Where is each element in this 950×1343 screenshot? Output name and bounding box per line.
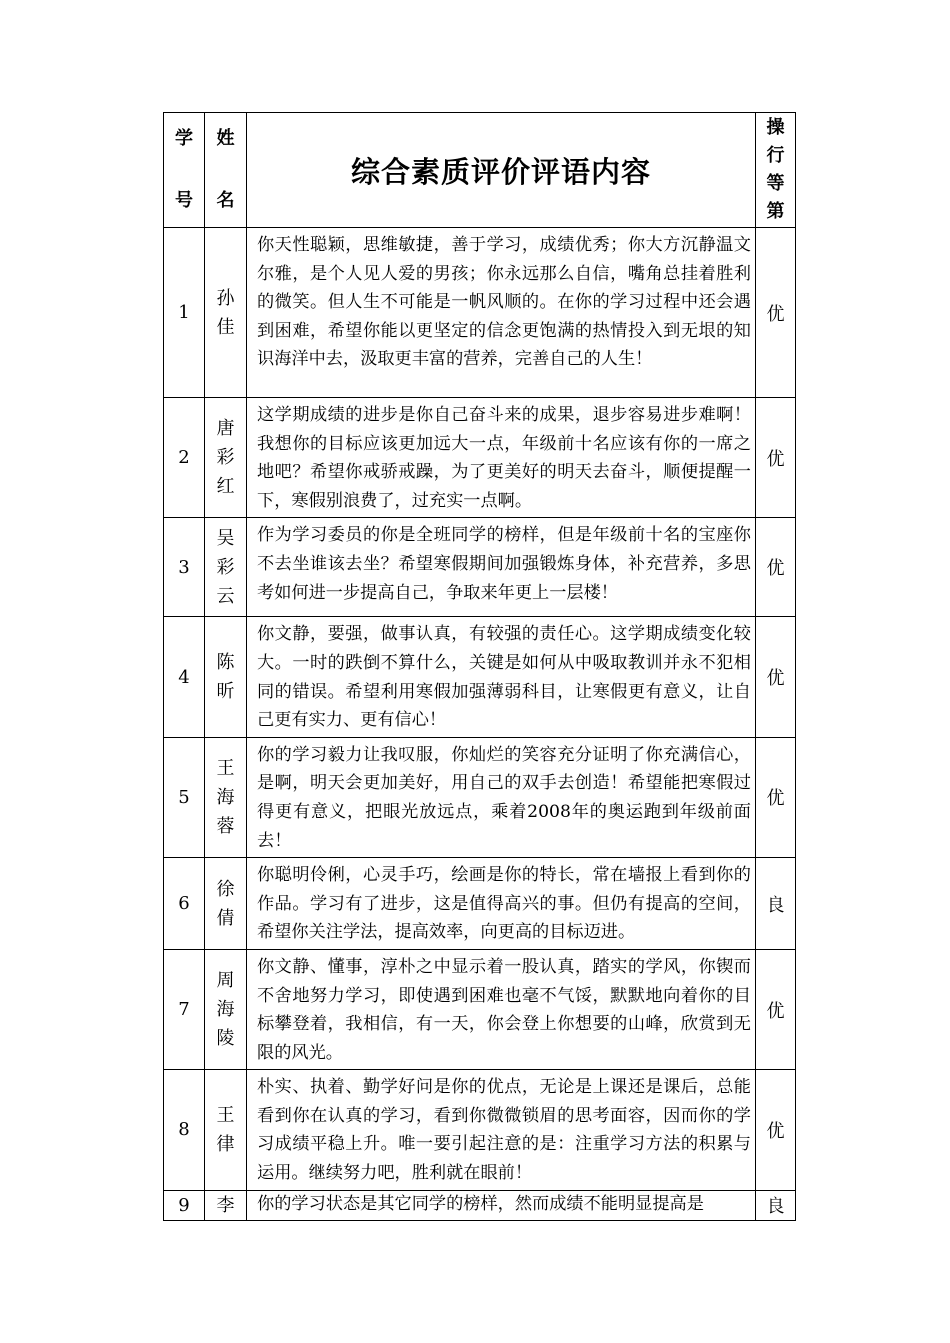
comment-text: 作为学习委员的你是全班同学的榜样，但是年级前十名的宝座你不去坐谁该去坐？希望寒假期间加强锻炼身体，补充营养，多思考如何进一步提高自己，争取来年更上一层楼！ — [247, 518, 756, 617]
grade-value: 优 — [756, 518, 796, 617]
grade-value: 优 — [756, 617, 796, 737]
student-number: 6 — [164, 858, 205, 950]
student-number: 2 — [164, 398, 205, 518]
student-number: 9 — [164, 1190, 205, 1220]
grade-value: 良 — [756, 1190, 796, 1220]
comment-text: 你的学习状态是其它同学的榜样，然而成绩不能明显提高是 — [247, 1190, 756, 1220]
student-name: 陈 昕 — [205, 617, 247, 737]
grade-value: 优 — [756, 398, 796, 518]
student-number: 3 — [164, 518, 205, 617]
student-name: 徐 倩 — [205, 858, 247, 950]
header-name: 姓 名 — [205, 113, 247, 228]
table-row — [164, 949, 796, 1069]
table-row — [164, 737, 796, 857]
header-row — [164, 113, 796, 228]
table-row — [164, 1190, 796, 1220]
table-row — [164, 617, 796, 737]
comment-text: 你文静，要强，做事认真，有较强的责任心。这学期成绩变化较大。一时的跌倒不算什么，关键是如何从中吸取教训并永不犯相同的错误。希望利用寒假加强薄弱科目，让寒假更有意义，让自己更有实力、更有信心！ — [247, 617, 756, 737]
student-number: 4 — [164, 617, 205, 737]
grade-value: 优 — [756, 228, 796, 398]
student-number: 8 — [164, 1070, 205, 1190]
comment-text: 朴实、执着、勤学好问是你的优点，无论是上课还是课后，总能看到你在认真的学习，看到你微微锁眉的思考面容，因而你的学习成绩平稳上升。唯一要引起注意的是：注重学习方法的积累与运用。继续努力吧，胜利就在眼前！ — [247, 1070, 756, 1190]
comment-text: 这学期成绩的进步是你自己奋斗来的成果，退步容易进步难啊！我想你的目标应该更加远大一点，年级前十名应该有你的一席之地吧？希望你戒骄戒躁，为了更美好的明天去奋斗，顺便提醒一下，寒假别浪费了，过充实一点啊。 — [247, 398, 756, 518]
comment-text: 你聪明伶俐，心灵手巧，绘画是你的特长，常在墙报上看到你的作品。学习有了进步，这是值得高兴的事。但仍有提高的空间，希望你关注学法，提高效率，向更高的目标迈进。 — [247, 858, 756, 950]
table-row — [164, 1070, 796, 1190]
grade-value: 优 — [756, 949, 796, 1069]
header-grade: 操 行 等 第 — [756, 113, 796, 228]
comment-text: 你天性聪颖，思维敏捷，善于学习，成绩优秀；你大方沉静温文尔雅，是个人见人爱的男孩；你永远那么自信，嘴角总挂着胜利的微笑。但人生不可能是一帆风顺的。在你的学习过程中还会遇到困难，希望你能以更坚定的信念更饱满的热情投入到无垠的知识海洋中去，汲取更丰富的营养，完善自己的人生！ — [247, 228, 756, 398]
student-number: 1 — [164, 228, 205, 398]
table-row — [164, 398, 796, 518]
student-name: 孙 佳 — [205, 228, 247, 398]
student-number: 7 — [164, 949, 205, 1069]
comment-text: 你的学习毅力让我叹服，你灿烂的笑容充分证明了你充满信心，是啊，明天会更加美好，用自己的双手去创造！希望能把寒假过得更有意义，把眼光放远点，乘着2008年的奥运跑到年级前面去！ — [247, 737, 756, 857]
page-title: 综合素质评价评语内容 — [247, 113, 756, 228]
student-name: 吴 彩 云 — [205, 518, 247, 617]
header-number: 学 号 — [164, 113, 205, 228]
grade-value: 优 — [756, 737, 796, 857]
student-name: 唐 彩 红 — [205, 398, 247, 518]
table-row — [164, 858, 796, 950]
student-name: 王 律 — [205, 1070, 247, 1190]
student-name: 周 海 陵 — [205, 949, 247, 1069]
comment-text: 你文静、懂事，淳朴之中显示着一股认真，踏实的学风，你锲而不舍地努力学习，即使遇到困难也毫不气馁，默默地向着你的目标攀登着，我相信，有一天，你会登上你想要的山峰，欣赏到无限的风光。 — [247, 949, 756, 1069]
evaluation-table — [163, 112, 796, 1221]
student-name: 李 — [205, 1190, 247, 1220]
grade-value: 优 — [756, 1070, 796, 1190]
table-row — [164, 228, 796, 398]
table-row — [164, 518, 796, 617]
student-number: 5 — [164, 737, 205, 857]
student-name: 王 海 蓉 — [205, 737, 247, 857]
grade-value: 良 — [756, 858, 796, 950]
